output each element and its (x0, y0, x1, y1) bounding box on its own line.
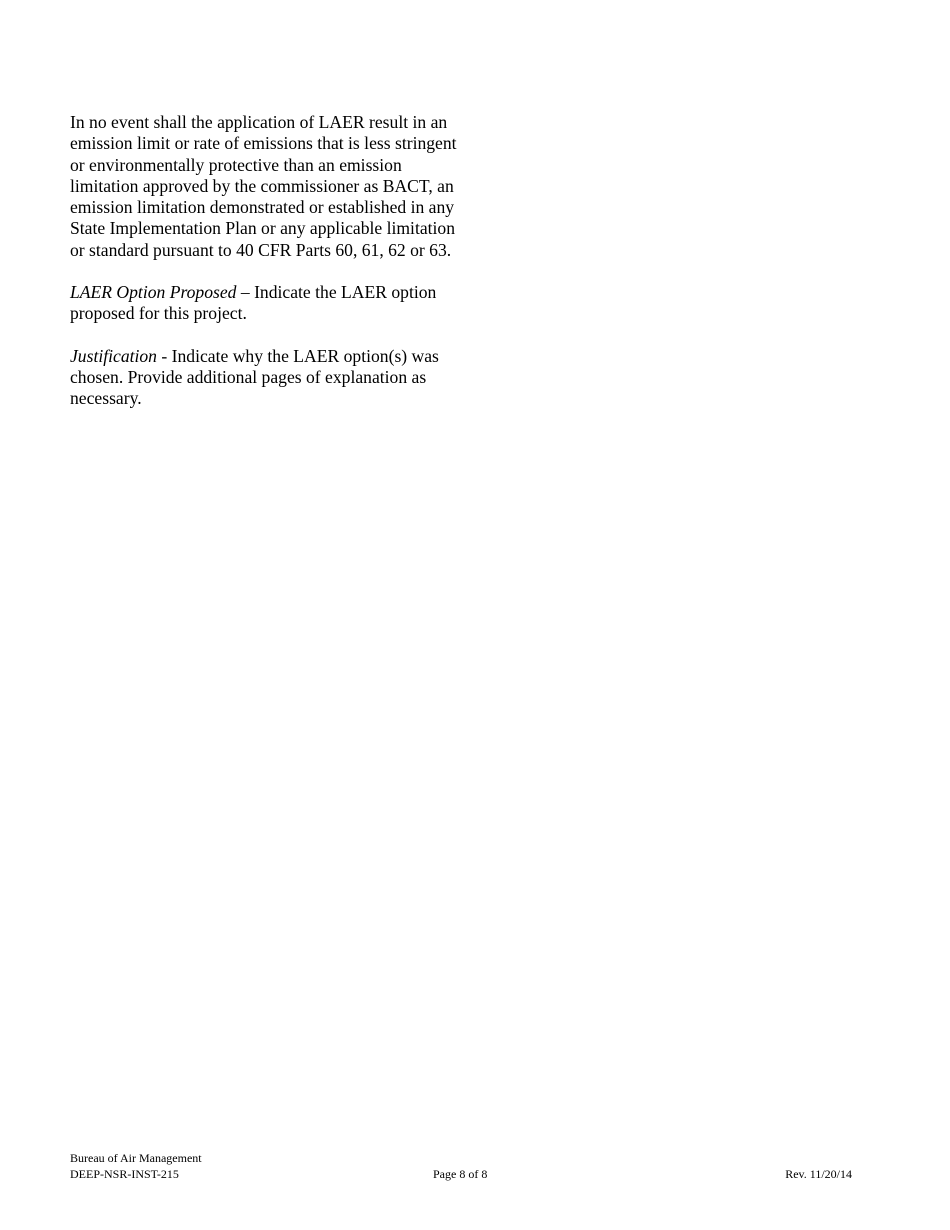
laer-limit-paragraph: In no event shall the application of LAER result in an emission limit or rate of emissions that is less stringent or environmentally protective than an emission limitation approved by the commissioner as BACT, an emission limitation demonstrated or established in any State Implementation Plan or any applicable limitation or standard pursuant to 40 CFR Parts 60, 61, 62 or 63. (70, 112, 457, 260)
justification-text: - Indicate why the LAER option(s) was chosen. Provide additional pages of explanation as necessary. (70, 345, 439, 409)
footer-revision: Rev. 11/20/14 (785, 1166, 852, 1181)
footer-bureau: Bureau of Air Management (70, 1151, 202, 1165)
laer-option-heading: LAER Option Proposed (70, 282, 237, 303)
document-body (70, 112, 470, 431)
justification-paragraph (70, 346, 470, 410)
footer-left (70, 1151, 202, 1182)
laer-option-paragraph (70, 282, 470, 325)
footer-page-number: Page 8 of 8 (433, 1166, 488, 1181)
footer-doc-id: DEEP-NSR-INST-215 (70, 1166, 179, 1181)
justification-heading: Justification (70, 345, 157, 366)
laer-option-text: – Indicate the LAER option proposed for this project. (70, 282, 437, 324)
